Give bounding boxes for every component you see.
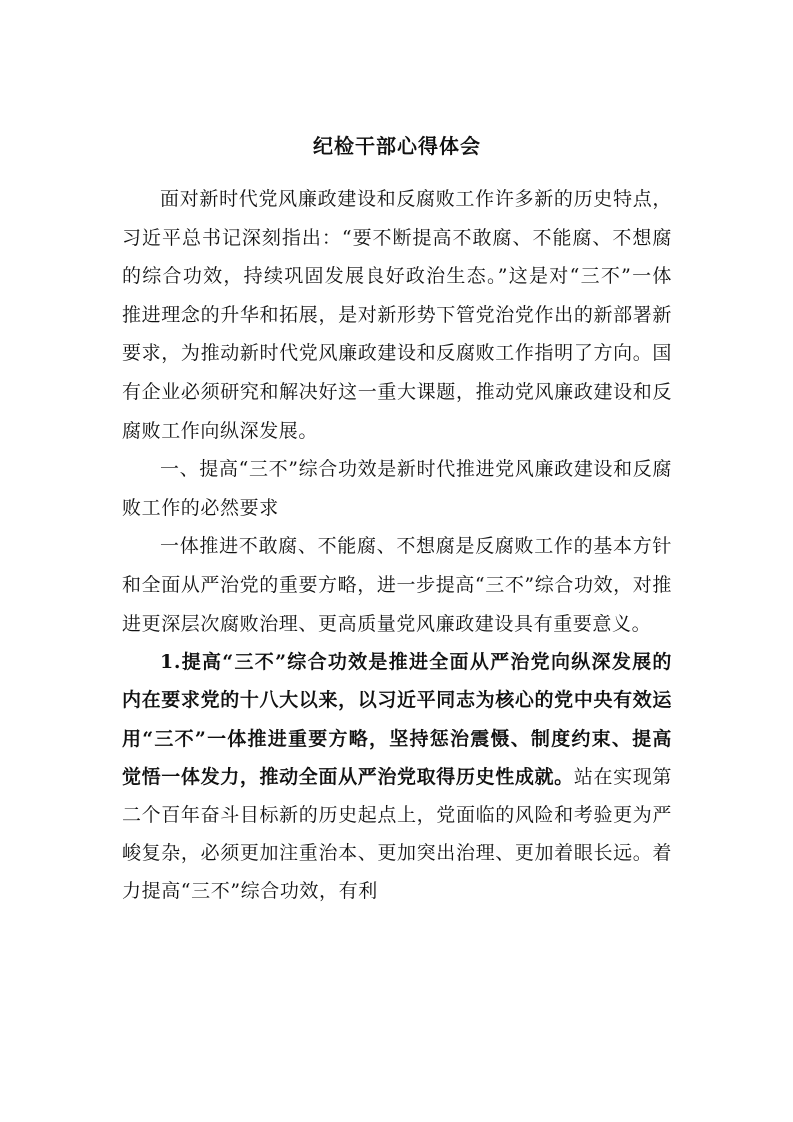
section-heading-one: 一、提高“三不”综合功效是新时代推进党风廉政建设和反腐败工作的必然要求 xyxy=(122,458,672,519)
point-one-body: 站在实现第二个百年奋斗目标新的历史起点上，党面临的风险和考验更为严峻复杂，必须更加注重治本、更加突出治理、更加着眼长远。着力提高“三不”综合功效，有利 xyxy=(122,765,672,903)
title-spacer xyxy=(122,168,672,180)
point-one-heading: 1.提高“三不”综合功效是推进全面从严治党向纵深发展的内在要求党的十八大以来，以习近平同志为核心的党中央有效运用“三不”一体推进重要方略，坚持惩治震慑、制度约束、提高觉悟一体发力，推动全面从严治党取得历史性成就。 xyxy=(122,651,672,788)
paragraph-policy: 一体推进不敢腐、不能腐、不想腐是反腐败工作的基本方针和全面从严治党的重要方略，进一步提高“三不”综合功效，对推进更深层次腐败治理、更高质量党风廉政建设具有重要意义。 xyxy=(122,535,672,635)
document-title: 纪检干部心得体会 xyxy=(313,134,481,158)
paragraph-point-one xyxy=(122,643,672,910)
paragraph-intro: 面对新时代党风廉政建设和反腐败工作许多新的历史特点，习近平总书记深刻指出：“要不断提高不敢腐、不能腐、不想腐的综合功效，持续巩固发展良好政治生态。”这是对“三不”一体推进理念的升华和拓展，是对新形势下管党治党作出的新部署新要求，为推动新时代党风廉政建设和反腐败工作指明了方向。国有企业必须研究和解决好这一重大课题，推动党风廉政建设和反腐败工作向纵深发展。 xyxy=(122,188,672,442)
document-body xyxy=(122,124,672,911)
